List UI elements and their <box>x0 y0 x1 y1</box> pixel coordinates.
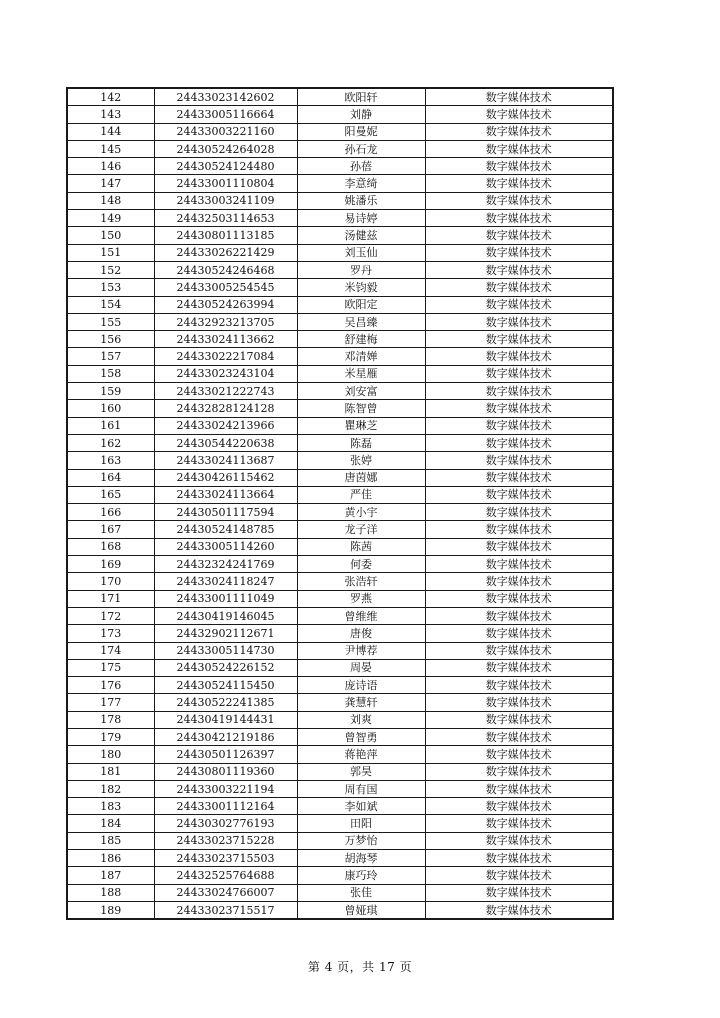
major-cell: 数字媒体技术 <box>425 607 613 624</box>
major-cell: 数字媒体技术 <box>425 573 613 590</box>
student-name-cell: 胡海琴 <box>297 850 425 867</box>
major-cell: 数字媒体技术 <box>425 210 613 227</box>
table-row <box>67 780 613 797</box>
student-name-cell: 米钧毅 <box>297 279 425 296</box>
table-row <box>67 521 613 538</box>
table-row <box>67 140 613 157</box>
student-name-cell: 张佳 <box>297 884 425 901</box>
row-number-cell: 179 <box>67 728 154 745</box>
student-name-cell: 田阳 <box>297 815 425 832</box>
student-id-cell: 24433005254545 <box>154 279 297 296</box>
student-name-cell: 罗丹 <box>297 261 425 278</box>
row-number-cell: 178 <box>67 711 154 728</box>
student-id-cell: 24430302776193 <box>154 815 297 832</box>
student-id-cell: 24430524115450 <box>154 677 297 694</box>
table-row <box>67 711 613 728</box>
row-number-cell: 156 <box>67 331 154 348</box>
row-number-cell: 160 <box>67 400 154 417</box>
row-number-cell: 166 <box>67 504 154 521</box>
major-cell: 数字媒体技术 <box>425 798 613 815</box>
table-row <box>67 677 613 694</box>
student-id-cell: 24430421219186 <box>154 728 297 745</box>
table-row <box>67 590 613 607</box>
major-cell: 数字媒体技术 <box>425 521 613 538</box>
row-number-cell: 151 <box>67 244 154 261</box>
student-name-cell: 刘玉仙 <box>297 244 425 261</box>
table-row <box>67 763 613 780</box>
table-row <box>67 106 613 123</box>
major-cell: 数字媒体技术 <box>425 383 613 400</box>
table-row <box>67 573 613 590</box>
student-name-cell: 周有国 <box>297 780 425 797</box>
student-id-cell: 24433005114260 <box>154 538 297 555</box>
student-id-cell: 24430524124480 <box>154 158 297 175</box>
row-number-cell: 173 <box>67 625 154 642</box>
row-number-cell: 180 <box>67 746 154 763</box>
table-row <box>67 313 613 330</box>
table-row <box>67 434 613 451</box>
table-row <box>67 728 613 745</box>
student-id-cell: 24432828124128 <box>154 400 297 417</box>
row-number-cell: 148 <box>67 192 154 209</box>
major-cell: 数字媒体技术 <box>425 728 613 745</box>
student-id-cell: 24432503114653 <box>154 210 297 227</box>
row-number-cell: 153 <box>67 279 154 296</box>
major-cell: 数字媒体技术 <box>425 348 613 365</box>
table-row <box>67 296 613 313</box>
roster-table-body <box>67 88 613 919</box>
student-id-cell: 24430501117594 <box>154 504 297 521</box>
table-row <box>67 832 613 849</box>
student-name-cell: 唐俊 <box>297 625 425 642</box>
major-cell: 数字媒体技术 <box>425 158 613 175</box>
major-cell: 数字媒体技术 <box>425 850 613 867</box>
student-id-cell: 24433001112164 <box>154 798 297 815</box>
table-row <box>67 815 613 832</box>
major-cell: 数字媒体技术 <box>425 832 613 849</box>
row-number-cell: 159 <box>67 383 154 400</box>
table-row <box>67 504 613 521</box>
student-name-cell: 汤健兹 <box>297 227 425 244</box>
student-name-cell: 尹博荐 <box>297 642 425 659</box>
student-id-cell: 24433003241109 <box>154 192 297 209</box>
student-name-cell: 易诗婷 <box>297 210 425 227</box>
major-cell: 数字媒体技术 <box>425 677 613 694</box>
row-number-cell: 158 <box>67 365 154 382</box>
student-id-cell: 24430522241385 <box>154 694 297 711</box>
table-row <box>67 348 613 365</box>
student-name-cell: 庞诗语 <box>297 677 425 694</box>
student-id-cell: 24433024766007 <box>154 884 297 901</box>
row-number-cell: 163 <box>67 452 154 469</box>
table-row <box>67 746 613 763</box>
major-cell: 数字媒体技术 <box>425 469 613 486</box>
student-name-cell: 张浩轩 <box>297 573 425 590</box>
table-row <box>67 867 613 884</box>
row-number-cell: 185 <box>67 832 154 849</box>
student-name-cell: 曾智勇 <box>297 728 425 745</box>
row-number-cell: 144 <box>67 123 154 140</box>
major-cell: 数字媒体技术 <box>425 486 613 503</box>
major-cell: 数字媒体技术 <box>425 244 613 261</box>
major-cell: 数字媒体技术 <box>425 296 613 313</box>
student-name-cell: 唐茵娜 <box>297 469 425 486</box>
row-number-cell: 146 <box>67 158 154 175</box>
student-id-cell: 24433003221194 <box>154 780 297 797</box>
row-number-cell: 186 <box>67 850 154 867</box>
student-id-cell: 24430419144431 <box>154 711 297 728</box>
row-number-cell: 162 <box>67 434 154 451</box>
major-cell: 数字媒体技术 <box>425 746 613 763</box>
major-cell: 数字媒体技术 <box>425 106 613 123</box>
student-name-cell: 刘爽 <box>297 711 425 728</box>
table-row <box>67 400 613 417</box>
student-name-cell: 罗燕 <box>297 590 425 607</box>
table-row <box>67 452 613 469</box>
student-name-cell: 邓清婵 <box>297 348 425 365</box>
row-number-cell: 188 <box>67 884 154 901</box>
table-row <box>67 469 613 486</box>
row-number-cell: 172 <box>67 607 154 624</box>
student-name-cell: 龙子洋 <box>297 521 425 538</box>
student-id-cell: 24430419146045 <box>154 607 297 624</box>
student-id-cell: 24433024118247 <box>154 573 297 590</box>
student-id-cell: 24433021222743 <box>154 383 297 400</box>
major-cell: 数字媒体技术 <box>425 123 613 140</box>
table-row <box>67 210 613 227</box>
student-name-cell: 曾娅琪 <box>297 901 425 919</box>
row-number-cell: 187 <box>67 867 154 884</box>
major-cell: 数字媒体技术 <box>425 434 613 451</box>
table-row <box>67 901 613 919</box>
student-id-cell: 24433023715517 <box>154 901 297 919</box>
table-row <box>67 659 613 676</box>
student-name-cell: 何委 <box>297 556 425 573</box>
major-cell: 数字媒体技术 <box>425 590 613 607</box>
major-cell: 数字媒体技术 <box>425 400 613 417</box>
major-cell: 数字媒体技术 <box>425 192 613 209</box>
row-number-cell: 157 <box>67 348 154 365</box>
student-name-cell: 刘安富 <box>297 383 425 400</box>
row-number-cell: 145 <box>67 140 154 157</box>
student-id-cell: 24433023142602 <box>154 88 297 106</box>
student-name-cell: 陈智曾 <box>297 400 425 417</box>
row-number-cell: 181 <box>67 763 154 780</box>
table-row <box>67 123 613 140</box>
major-cell: 数字媒体技术 <box>425 867 613 884</box>
row-number-cell: 152 <box>67 261 154 278</box>
row-number-cell: 176 <box>67 677 154 694</box>
major-cell: 数字媒体技术 <box>425 417 613 434</box>
student-id-cell: 24432923213705 <box>154 313 297 330</box>
student-name-cell: 李如斌 <box>297 798 425 815</box>
student-name-cell: 陈磊 <box>297 434 425 451</box>
student-name-cell: 李意绮 <box>297 175 425 192</box>
student-name-cell: 孙蓓 <box>297 158 425 175</box>
student-id-cell: 24433023715228 <box>154 832 297 849</box>
row-number-cell: 150 <box>67 227 154 244</box>
student-name-cell: 万梦怡 <box>297 832 425 849</box>
table-row <box>67 244 613 261</box>
major-cell: 数字媒体技术 <box>425 625 613 642</box>
major-cell: 数字媒体技术 <box>425 642 613 659</box>
table-row <box>67 607 613 624</box>
table-row <box>67 694 613 711</box>
page-footer: 第 4 页，共 17 页 <box>307 960 413 974</box>
row-number-cell: 165 <box>67 486 154 503</box>
row-number-cell: 161 <box>67 417 154 434</box>
student-id-cell: 24433001111049 <box>154 590 297 607</box>
table-row <box>67 192 613 209</box>
student-id-cell: 24430524246468 <box>154 261 297 278</box>
major-cell: 数字媒体技术 <box>425 140 613 157</box>
student-id-cell: 24433022217084 <box>154 348 297 365</box>
table-row <box>67 486 613 503</box>
student-name-cell: 欧阳定 <box>297 296 425 313</box>
student-name-cell: 龚慧轩 <box>297 694 425 711</box>
student-name-cell: 张婷 <box>297 452 425 469</box>
major-cell: 数字媒体技术 <box>425 227 613 244</box>
student-name-cell: 舒建梅 <box>297 331 425 348</box>
row-number-cell: 155 <box>67 313 154 330</box>
major-cell: 数字媒体技术 <box>425 331 613 348</box>
row-number-cell: 142 <box>67 88 154 106</box>
student-id-cell: 24430501126397 <box>154 746 297 763</box>
major-cell: 数字媒体技术 <box>425 556 613 573</box>
table-row <box>67 383 613 400</box>
major-cell: 数字媒体技术 <box>425 261 613 278</box>
student-name-cell: 瞿琳芝 <box>297 417 425 434</box>
student-id-cell: 24433024113664 <box>154 486 297 503</box>
table-row <box>67 158 613 175</box>
row-number-cell: 149 <box>67 210 154 227</box>
student-id-cell: 24432324241769 <box>154 556 297 573</box>
student-id-cell: 24430544220638 <box>154 434 297 451</box>
student-name-cell: 米星雁 <box>297 365 425 382</box>
table-row <box>67 365 613 382</box>
student-id-cell: 24430426115462 <box>154 469 297 486</box>
student-id-cell: 24430524264028 <box>154 140 297 157</box>
major-cell: 数字媒体技术 <box>425 504 613 521</box>
student-name-cell: 蒋艳萍 <box>297 746 425 763</box>
major-cell: 数字媒体技术 <box>425 901 613 919</box>
student-id-cell: 24430801113185 <box>154 227 297 244</box>
table-row <box>67 538 613 555</box>
row-number-cell: 184 <box>67 815 154 832</box>
student-name-cell: 曾维维 <box>297 607 425 624</box>
table-row <box>67 798 613 815</box>
student-name-cell: 欧阳轩 <box>297 88 425 106</box>
major-cell: 数字媒体技术 <box>425 815 613 832</box>
student-id-cell: 24433001110804 <box>154 175 297 192</box>
row-number-cell: 147 <box>67 175 154 192</box>
student-name-cell: 陈茜 <box>297 538 425 555</box>
row-number-cell: 154 <box>67 296 154 313</box>
table-row <box>67 556 613 573</box>
row-number-cell: 164 <box>67 469 154 486</box>
major-cell: 数字媒体技术 <box>425 780 613 797</box>
table-row <box>67 642 613 659</box>
table-row <box>67 625 613 642</box>
major-cell: 数字媒体技术 <box>425 694 613 711</box>
student-id-cell: 24433026221429 <box>154 244 297 261</box>
row-number-cell: 175 <box>67 659 154 676</box>
student-id-cell: 24430801119360 <box>154 763 297 780</box>
student-id-cell: 24433005114730 <box>154 642 297 659</box>
major-cell: 数字媒体技术 <box>425 279 613 296</box>
student-id-cell: 24432902112671 <box>154 625 297 642</box>
student-id-cell: 24430524263994 <box>154 296 297 313</box>
row-number-cell: 183 <box>67 798 154 815</box>
student-id-cell: 24432525764688 <box>154 867 297 884</box>
student-id-cell: 24433024113687 <box>154 452 297 469</box>
student-name-cell: 周晏 <box>297 659 425 676</box>
student-id-cell: 24433023243104 <box>154 365 297 382</box>
student-id-cell: 24430524148785 <box>154 521 297 538</box>
table-row <box>67 850 613 867</box>
major-cell: 数字媒体技术 <box>425 365 613 382</box>
major-cell: 数字媒体技术 <box>425 538 613 555</box>
student-id-cell: 24433024213966 <box>154 417 297 434</box>
student-name-cell: 孙石龙 <box>297 140 425 157</box>
table-row <box>67 261 613 278</box>
major-cell: 数字媒体技术 <box>425 313 613 330</box>
row-number-cell: 170 <box>67 573 154 590</box>
major-cell: 数字媒体技术 <box>425 88 613 106</box>
row-number-cell: 177 <box>67 694 154 711</box>
row-number-cell: 171 <box>67 590 154 607</box>
student-name-cell: 郭昊 <box>297 763 425 780</box>
major-cell: 数字媒体技术 <box>425 659 613 676</box>
table-row <box>67 331 613 348</box>
table-row <box>67 175 613 192</box>
table-row <box>67 88 613 106</box>
row-number-cell: 167 <box>67 521 154 538</box>
student-name-cell: 吴昌臻 <box>297 313 425 330</box>
row-number-cell: 189 <box>67 901 154 919</box>
student-name-cell: 阳曼妮 <box>297 123 425 140</box>
student-name-cell: 姚潘乐 <box>297 192 425 209</box>
student-id-cell: 24433003221160 <box>154 123 297 140</box>
row-number-cell: 169 <box>67 556 154 573</box>
student-name-cell: 刘静 <box>297 106 425 123</box>
table-row <box>67 279 613 296</box>
student-id-cell: 24433023715503 <box>154 850 297 867</box>
table-row <box>67 884 613 901</box>
roster-table <box>66 87 614 920</box>
major-cell: 数字媒体技术 <box>425 711 613 728</box>
student-name-cell: 严佳 <box>297 486 425 503</box>
row-number-cell: 182 <box>67 780 154 797</box>
table-row <box>67 227 613 244</box>
student-name-cell: 黄小宇 <box>297 504 425 521</box>
major-cell: 数字媒体技术 <box>425 884 613 901</box>
roster-sheet <box>66 87 612 920</box>
student-name-cell: 康巧玲 <box>297 867 425 884</box>
student-id-cell: 24433005116664 <box>154 106 297 123</box>
major-cell: 数字媒体技术 <box>425 175 613 192</box>
major-cell: 数字媒体技术 <box>425 763 613 780</box>
row-number-cell: 174 <box>67 642 154 659</box>
table-row <box>67 417 613 434</box>
student-id-cell: 24430524226152 <box>154 659 297 676</box>
major-cell: 数字媒体技术 <box>425 452 613 469</box>
student-id-cell: 24433024113662 <box>154 331 297 348</box>
row-number-cell: 143 <box>67 106 154 123</box>
row-number-cell: 168 <box>67 538 154 555</box>
